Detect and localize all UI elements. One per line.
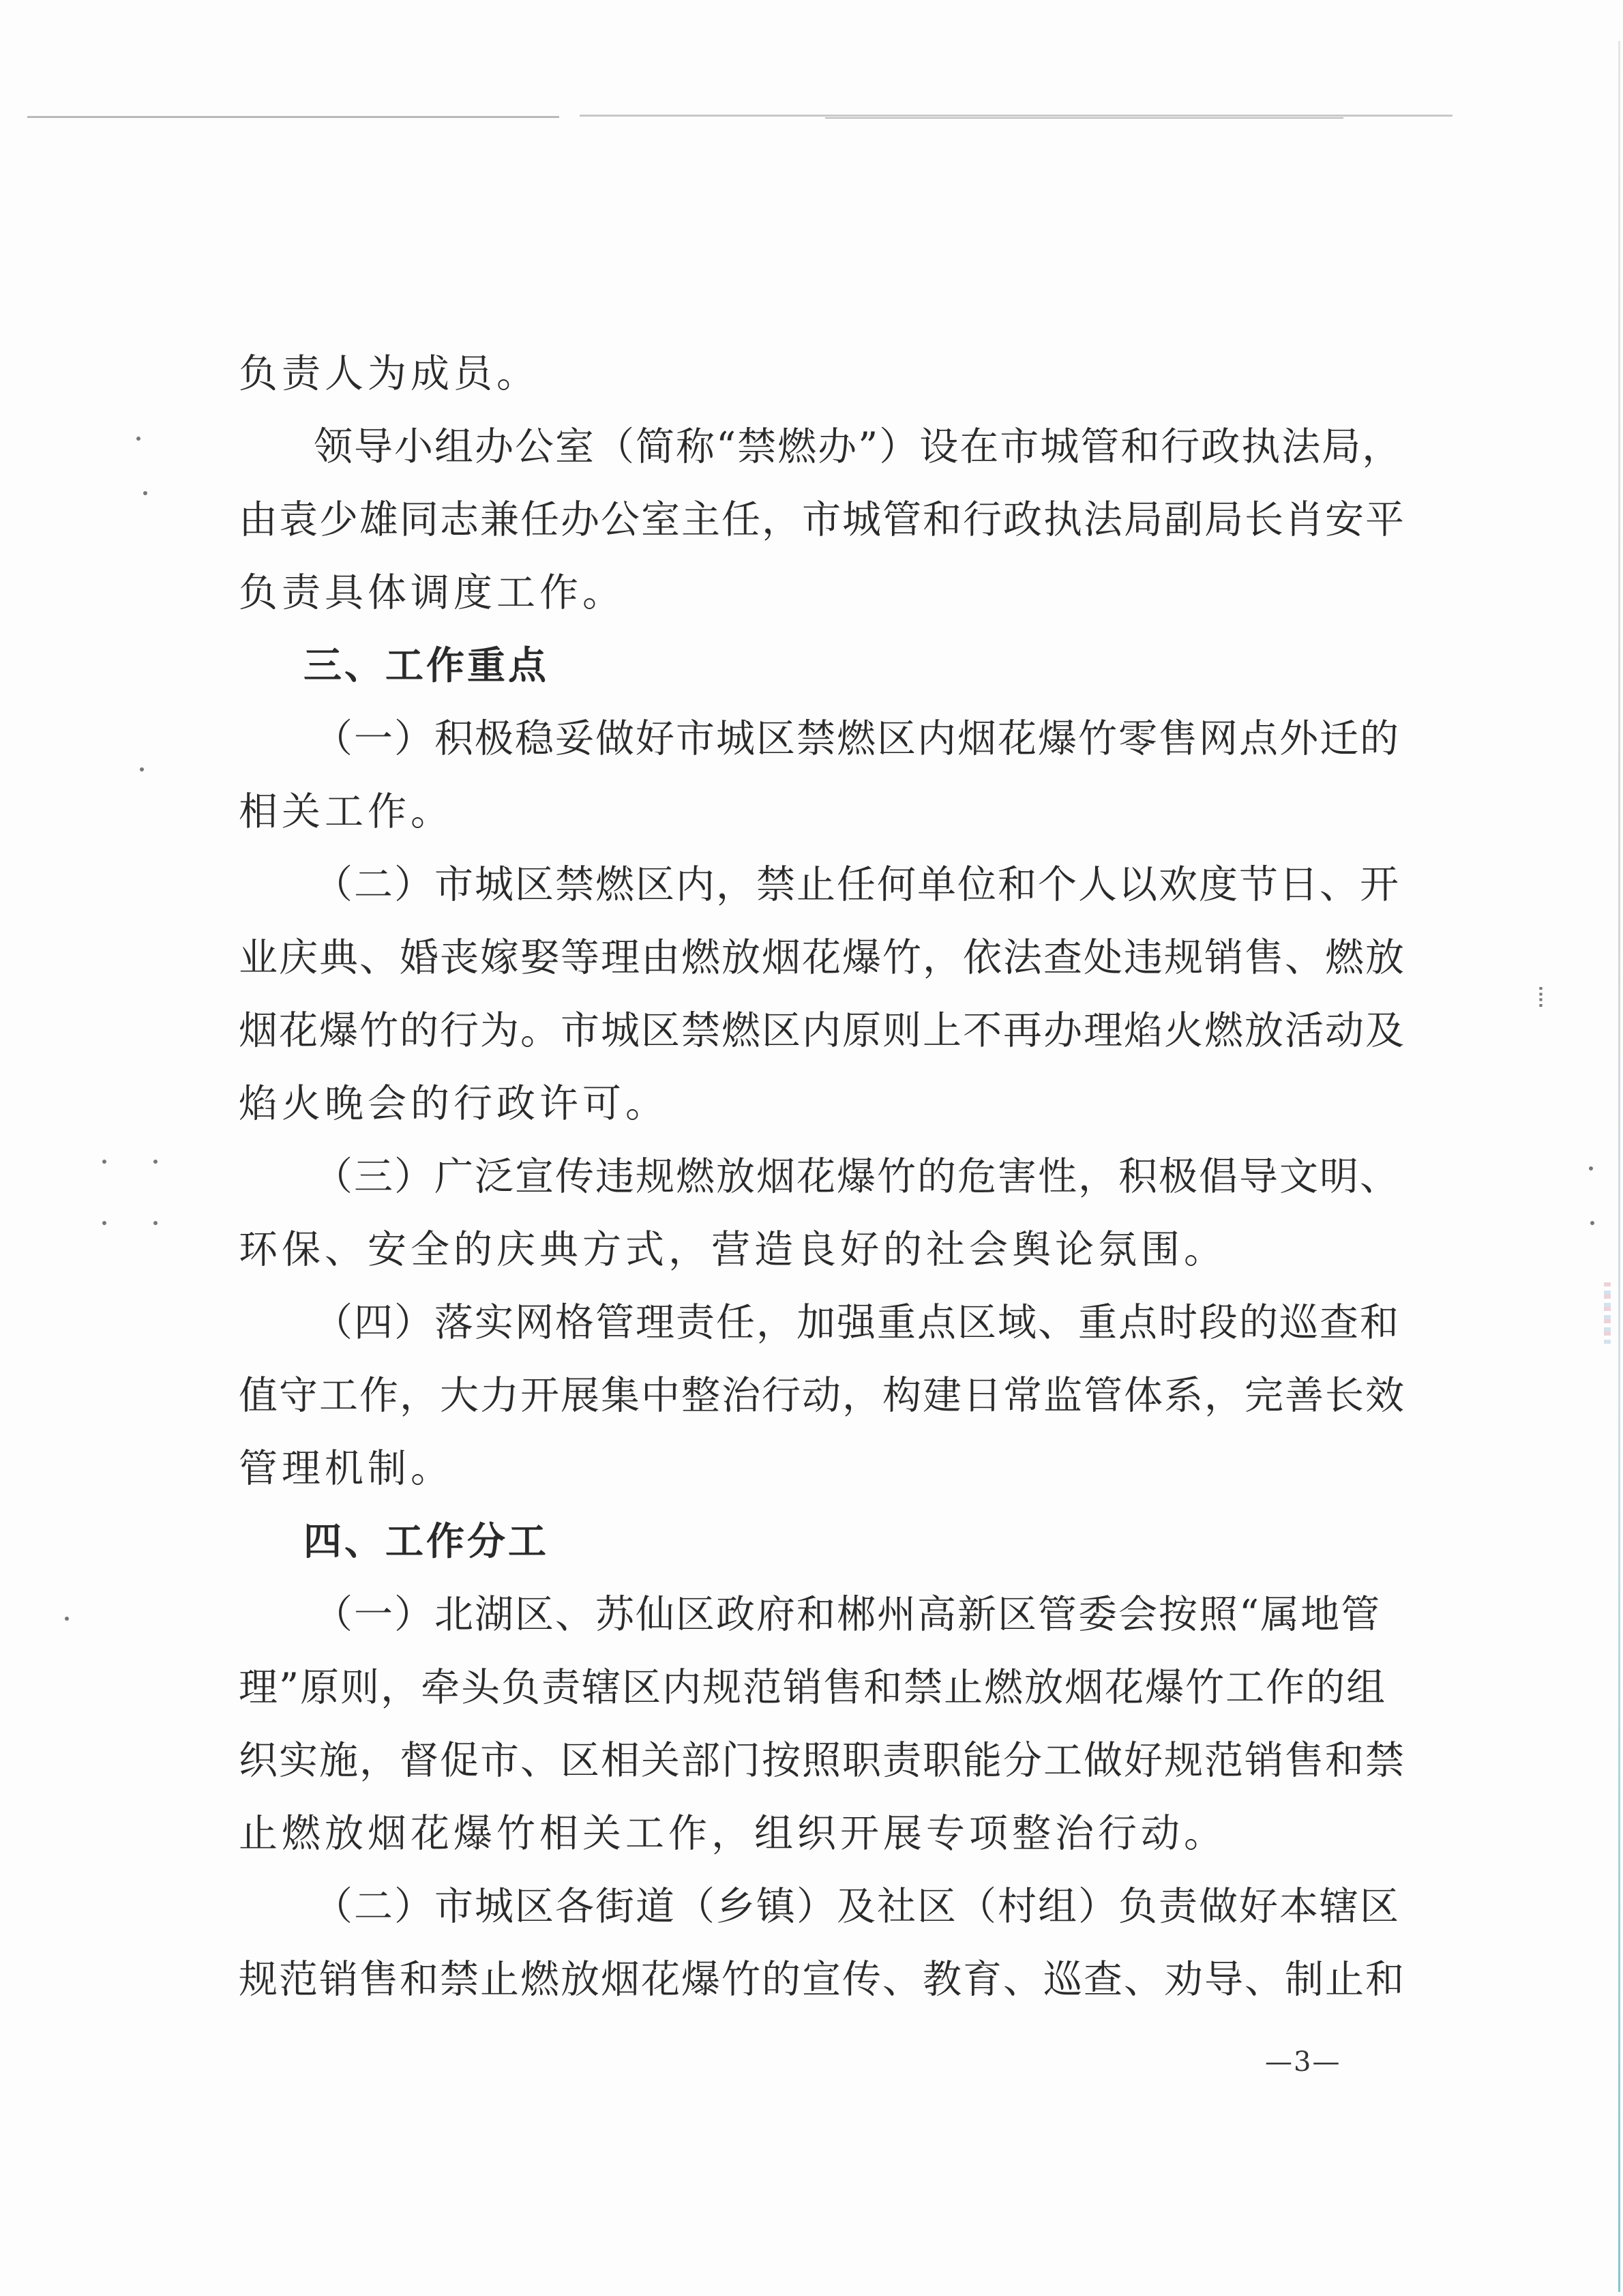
scan-edge-mark xyxy=(1604,1282,1611,1344)
text-line: 止燃放烟花爆竹相关工作，组织开展专项整治行动。 xyxy=(239,1811,1227,1856)
text-line: 烟花爆竹的行为。市城区禁燃区内原则上不再办理焰火燃放活动及 xyxy=(239,1008,1405,1053)
scan-speck xyxy=(65,1617,69,1621)
scan-artifact-line xyxy=(825,117,1343,119)
text-line: 规范销售和禁止燃放烟花爆竹的宣传、教育、巡查、劝导、制止和 xyxy=(239,1957,1405,2002)
scan-speck xyxy=(136,437,140,441)
scan-artifact-line xyxy=(27,116,559,118)
text-line: （四）落实网格管理责任，加强重点区域、重点时段的巡查和 xyxy=(314,1300,1400,1345)
scan-speck xyxy=(140,767,144,771)
text-line: 织实施，督促市、区相关部门按照职责职能分工做好规范销售和禁 xyxy=(239,1738,1405,1783)
text-line: 由袁少雄同志兼任办公室主任，市城管和行政执法局副局长肖安平 xyxy=(239,497,1405,542)
scan-edge xyxy=(1618,41,1620,2292)
scan-speck xyxy=(153,1160,158,1164)
section-heading: 四、工作分工 xyxy=(303,1520,549,1564)
text-line: 负责具体调度工作。 xyxy=(239,570,625,615)
page-number: —3— xyxy=(1265,2046,1341,2078)
body-text xyxy=(239,338,1405,2016)
text-line: 负责人为成员。 xyxy=(239,351,539,396)
text-line: 管理机制。 xyxy=(239,1446,453,1491)
section-heading: 三、工作重点 xyxy=(303,644,549,688)
text-line: （二）市城区各街道（乡镇）及社区（村组）负责做好本辖区 xyxy=(314,1884,1400,1929)
text-line: （三）广泛宣传违规燃放烟花爆竹的危害性，积极倡导文明、 xyxy=(314,1154,1400,1199)
text-line: 领导小组办公室（简称“禁燃办”）设在市城管和行政执法局， xyxy=(314,424,1403,469)
scan-artifact-line xyxy=(580,115,1453,117)
scan-speck xyxy=(102,1221,106,1225)
text-line: （二）市城区禁燃区内，禁止任何单位和个人以欢度节日、开 xyxy=(314,862,1400,907)
text-line: 焰火晚会的行政许可。 xyxy=(239,1081,668,1126)
scan-artifact-mark: ⦙ xyxy=(1538,982,1544,1014)
text-line: 理”原则，牵头负责辖区内规范销售和禁止燃放烟花爆竹工作的组 xyxy=(239,1665,1387,1710)
scan-speck xyxy=(1589,1166,1593,1171)
text-line: 相关工作。 xyxy=(239,789,453,834)
scan-speck xyxy=(153,1221,158,1225)
text-line: 业庆典、婚丧嫁娶等理由燃放烟花爆竹，依法查处违规销售、燃放 xyxy=(239,935,1405,980)
text-line: （一）北湖区、苏仙区政府和郴州高新区管委会按照“属地管 xyxy=(314,1592,1382,1637)
text-line: （一）积极稳妥做好市城区禁燃区内烟花爆竹零售网点外迁的 xyxy=(314,716,1400,761)
scan-speck xyxy=(143,491,147,495)
text-line: 值守工作，大力开展集中整治行动，构建日常监管体系，完善长效 xyxy=(239,1373,1405,1418)
text-line: 环保、安全的庆典方式，营造良好的社会舆论氛围。 xyxy=(239,1227,1227,1272)
scan-speck xyxy=(102,1160,106,1164)
scan-speck xyxy=(1590,1221,1594,1225)
